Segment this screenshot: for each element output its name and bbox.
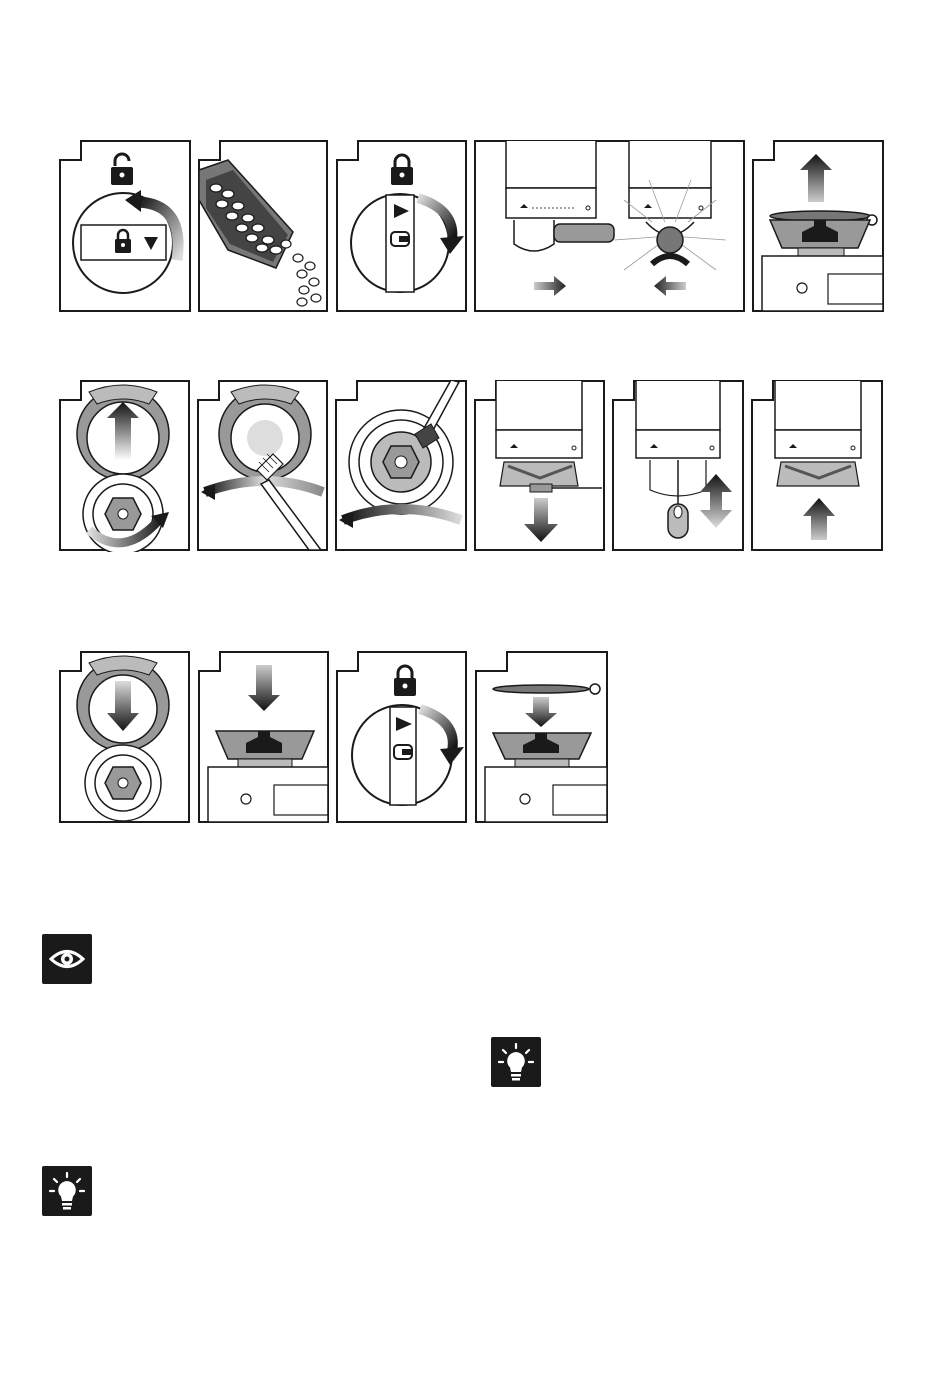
figure-lock-dial <box>336 140 468 313</box>
figure-replace-lid <box>475 651 609 824</box>
figure-chute-down <box>474 380 606 552</box>
figure-unlock-dial <box>59 140 192 313</box>
figure-beans-hopper <box>198 140 329 313</box>
lightbulb-icon <box>491 1037 541 1087</box>
figure-lift-burr-lid <box>752 140 885 313</box>
figure-relock-dial <box>336 651 468 824</box>
figure-chute-up <box>751 380 884 552</box>
figure-clean-upper-burr <box>197 380 329 552</box>
figure-insert-upper-burr <box>59 651 191 824</box>
lightbulb-icon <box>42 1166 92 1216</box>
eye-icon <box>42 934 92 984</box>
figure-clean-lower-burr <box>335 380 468 552</box>
figure-remove-upper-burr <box>59 380 191 552</box>
figure-chute-brush <box>612 380 745 552</box>
figure-portafilter-insert <box>474 140 746 313</box>
figure-press-burr-down <box>198 651 330 824</box>
